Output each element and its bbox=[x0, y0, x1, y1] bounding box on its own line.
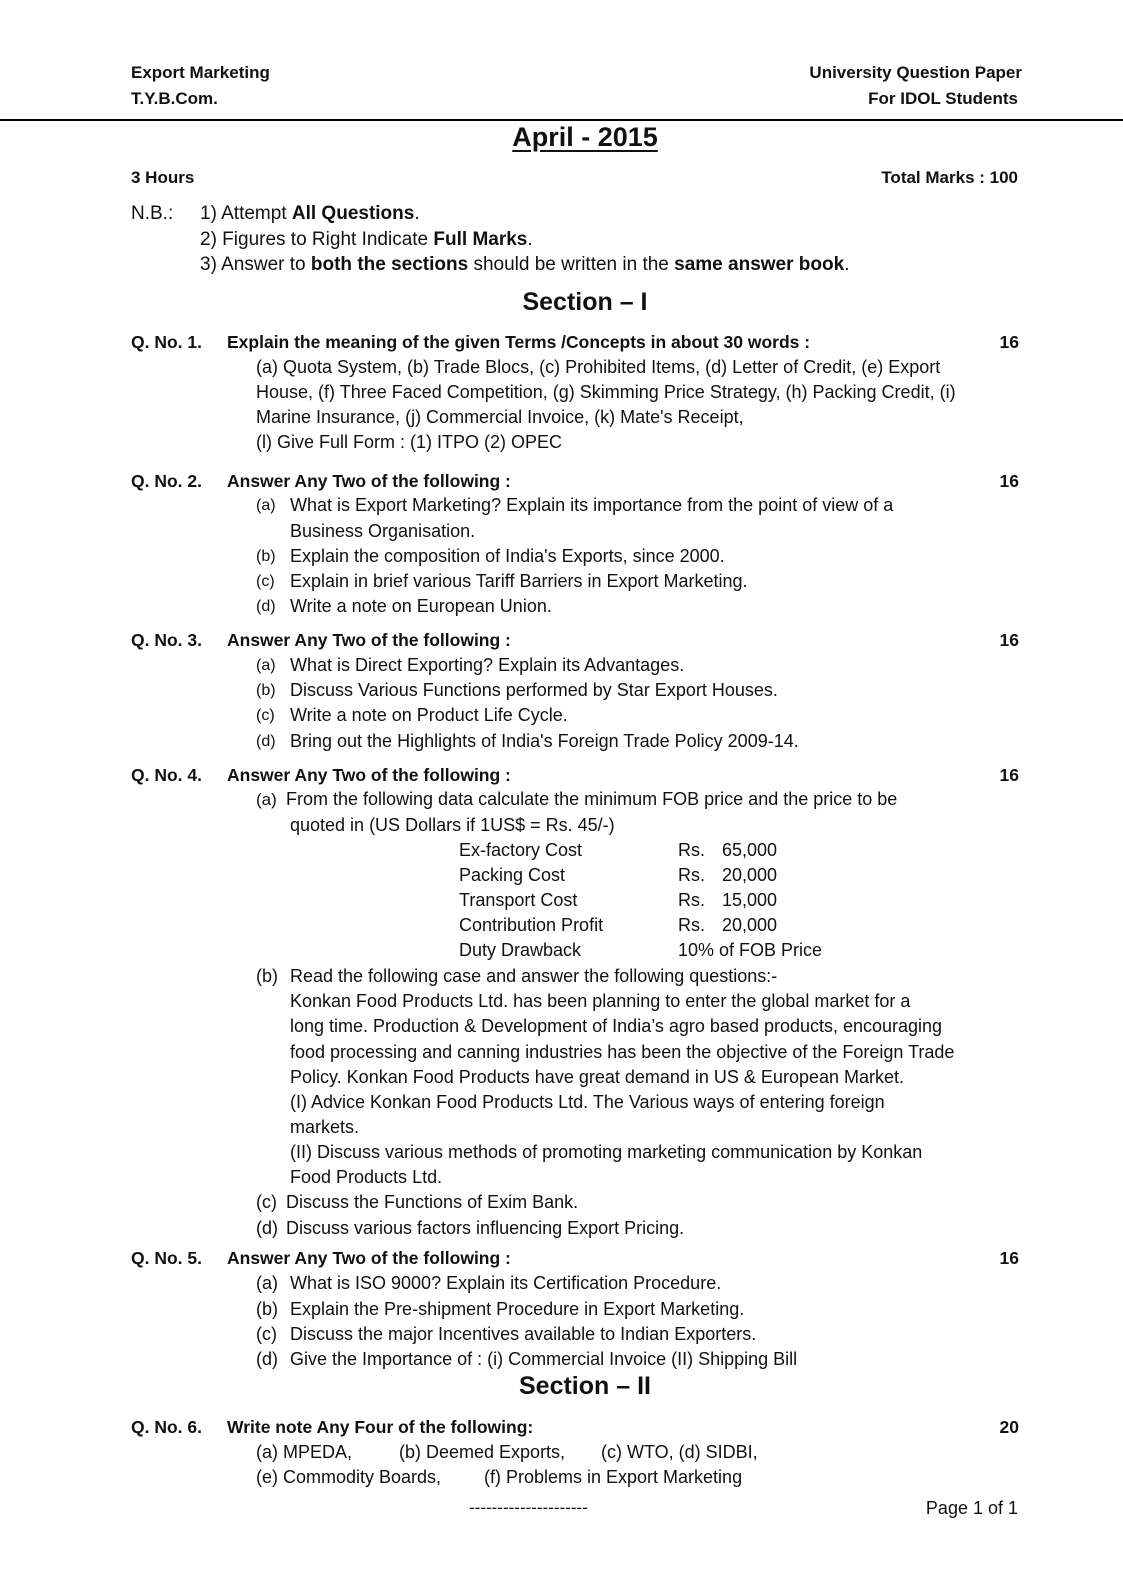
option-text: (a) MPEDA, bbox=[256, 1442, 353, 1462]
option-text: What is ISO 9000? Explain its Certification Procedure. bbox=[290, 1273, 722, 1293]
audience: For IDOL Students bbox=[868, 89, 1018, 108]
question-title: Answer Any Two of the following : bbox=[227, 471, 511, 491]
question-number: Q. No. 2. bbox=[131, 471, 202, 491]
question-title: Write note Any Four of the following: bbox=[227, 1417, 534, 1437]
cost-item-name: Ex-factory Cost bbox=[459, 840, 583, 860]
case-text-line: Food Products Ltd. bbox=[290, 1167, 443, 1187]
option-text: Discuss Various Functions performed by Star Export Houses. bbox=[290, 680, 778, 700]
cost-item-name: Transport Cost bbox=[459, 890, 578, 910]
question-text-line: House, (f) Three Faced Competition, (g) Skimming Price Strategy, (h) Packing Credit, (i) bbox=[256, 382, 956, 402]
option-text: Explain the composition of India's Exports, since 2000. bbox=[290, 546, 725, 566]
cost-currency: Rs. bbox=[678, 915, 705, 935]
option-text: quoted in (US Dollars if 1US$ = Rs. 45/-) bbox=[290, 815, 615, 835]
end-of-paper-line: --------------------- bbox=[469, 1498, 588, 1517]
nb-instruction: 3) Answer to both the sections should be written in the same answer book. bbox=[200, 254, 850, 275]
option-label: (b) bbox=[256, 966, 278, 986]
question-number: Q. No. 6. bbox=[131, 1417, 202, 1437]
case-text-line: (II) Discuss various methods of promoting marketing communication by Konkan bbox=[290, 1142, 923, 1162]
option-label: (b) bbox=[256, 548, 276, 565]
nb-instruction: 1) Attempt All Questions. bbox=[200, 203, 420, 224]
question-marks: 16 bbox=[999, 332, 1019, 352]
question-text-line: Marine Insurance, (j) Commercial Invoice, (k) Mate's Receipt, bbox=[256, 407, 744, 427]
cost-amount: 65,000 bbox=[722, 840, 778, 860]
option-text: Write a note on European Union. bbox=[290, 596, 552, 616]
option-label: (d) bbox=[256, 598, 276, 615]
cost-amount: 15,000 bbox=[722, 890, 778, 910]
course-name: T.Y.B.Com. bbox=[131, 89, 218, 108]
option-text: Discuss various factors influencing Export Pricing. bbox=[286, 1218, 685, 1238]
question-number: Q. No. 1. bbox=[131, 332, 202, 352]
option-label: (b) bbox=[256, 682, 276, 699]
cost-currency: Rs. bbox=[678, 865, 705, 885]
question-marks: 16 bbox=[999, 630, 1019, 650]
question-title: Answer Any Two of the following : bbox=[227, 1248, 511, 1268]
question-number: Q. No. 5. bbox=[131, 1248, 202, 1268]
option-text: What is Export Marketing? Explain its importance from the point of view of a bbox=[290, 495, 894, 515]
option-label: (c) bbox=[256, 573, 275, 590]
cost-item-name: Duty Drawback bbox=[459, 940, 582, 960]
option-text: Explain in brief various Tariff Barriers in Export Marketing. bbox=[290, 571, 748, 591]
option-label: (d) bbox=[256, 733, 276, 750]
cost-amount: 10% of FOB Price bbox=[678, 940, 823, 960]
exam-session-title: April - 2015 bbox=[512, 122, 658, 152]
nb-label: N.B.: bbox=[131, 203, 174, 224]
option-text: Business Organisation. bbox=[290, 521, 476, 541]
cost-currency: Rs. bbox=[678, 840, 705, 860]
paper-type: University Question Paper bbox=[809, 63, 1022, 82]
cost-amount: 20,000 bbox=[722, 915, 778, 935]
option-label: (a) bbox=[256, 1273, 278, 1293]
question-marks: 16 bbox=[999, 471, 1019, 491]
option-text: (c) WTO, (d) SIDBI, bbox=[601, 1442, 758, 1462]
option-text: Explain the Pre-shipment Procedure in Export Marketing. bbox=[290, 1299, 745, 1319]
section-two-heading: Section – II bbox=[519, 1372, 651, 1400]
question-text-line: (a) Quota System, (b) Trade Blocs, (c) Prohibited Items, (d) Letter of Credit, (e) Export bbox=[256, 357, 941, 377]
option-label: (d) bbox=[256, 1218, 278, 1238]
question-marks: 16 bbox=[999, 1248, 1019, 1268]
cost-item-name: Packing Cost bbox=[459, 865, 566, 885]
question-title: Answer Any Two of the following : bbox=[227, 630, 511, 650]
option-text: From the following data calculate the minimum FOB price and the price to be bbox=[286, 789, 898, 809]
question-number: Q. No. 3. bbox=[131, 630, 202, 650]
option-label: (a) bbox=[256, 657, 276, 674]
question-marks: 20 bbox=[999, 1417, 1019, 1437]
cost-item-name: Contribution Profit bbox=[459, 915, 604, 935]
option-label: (a) bbox=[256, 790, 277, 809]
option-label: (c) bbox=[256, 707, 275, 724]
option-text: Write a note on Product Life Cycle. bbox=[290, 705, 568, 725]
subject-name: Export Marketing bbox=[131, 63, 270, 82]
case-text-line: Policy. Konkan Food Products have great demand in US & European Market. bbox=[290, 1067, 905, 1087]
option-label: (a) bbox=[256, 497, 276, 514]
case-text-line: (I) Advice Konkan Food Products Ltd. The Various ways of entering foreign bbox=[290, 1092, 885, 1112]
case-text-line: Read the following case and answer the following questions:- bbox=[290, 966, 778, 986]
question-title: Explain the meaning of the given Terms /Concepts in about 30 words : bbox=[227, 332, 811, 352]
question-text-line: (l) Give Full Form : (1) ITPO (2) OPEC bbox=[256, 432, 563, 452]
total-marks: Total Marks : 100 bbox=[881, 168, 1018, 187]
case-text-line: food processing and canning industries has been the objective of the Foreign Trade bbox=[290, 1042, 955, 1062]
case-text-line: Konkan Food Products Ltd. has been planning to enter the global market for a bbox=[290, 991, 911, 1011]
section-one-heading: Section – I bbox=[522, 288, 648, 316]
header-divider bbox=[0, 119, 1123, 121]
option-label: (c) bbox=[256, 1324, 277, 1344]
option-text: (e) Commodity Boards, bbox=[256, 1467, 442, 1487]
option-label: (c) bbox=[256, 1192, 277, 1212]
question-title: Answer Any Two of the following : bbox=[227, 765, 511, 785]
cost-currency: Rs. bbox=[678, 890, 705, 910]
cost-amount: 20,000 bbox=[722, 865, 778, 885]
nb-instruction: 2) Figures to Right Indicate Full Marks. bbox=[200, 229, 533, 250]
question-number: Q. No. 4. bbox=[131, 765, 202, 785]
option-text: (b) Deemed Exports, bbox=[399, 1442, 566, 1462]
option-text: Bring out the Highlights of India's Foreign Trade Policy 2009-14. bbox=[290, 731, 799, 751]
option-label: (d) bbox=[256, 1349, 278, 1369]
option-label: (b) bbox=[256, 1299, 278, 1319]
option-text: What is Direct Exporting? Explain its Advantages. bbox=[290, 655, 685, 675]
case-text-line: markets. bbox=[290, 1117, 360, 1137]
option-text: Discuss the Functions of Exim Bank. bbox=[286, 1192, 579, 1212]
case-text-line: long time. Production & Development of India’s agro based products, encouraging bbox=[290, 1016, 943, 1036]
exam-duration: 3 Hours bbox=[131, 168, 195, 187]
page-number: Page 1 of 1 bbox=[925, 1498, 1018, 1518]
option-text: Discuss the major Incentives available to Indian Exporters. bbox=[290, 1324, 757, 1344]
option-text: (f) Problems in Export Marketing bbox=[484, 1467, 743, 1487]
question-marks: 16 bbox=[999, 765, 1019, 785]
option-text: Give the Importance of : (i) Commercial Invoice (II) Shipping Bill bbox=[290, 1349, 798, 1369]
